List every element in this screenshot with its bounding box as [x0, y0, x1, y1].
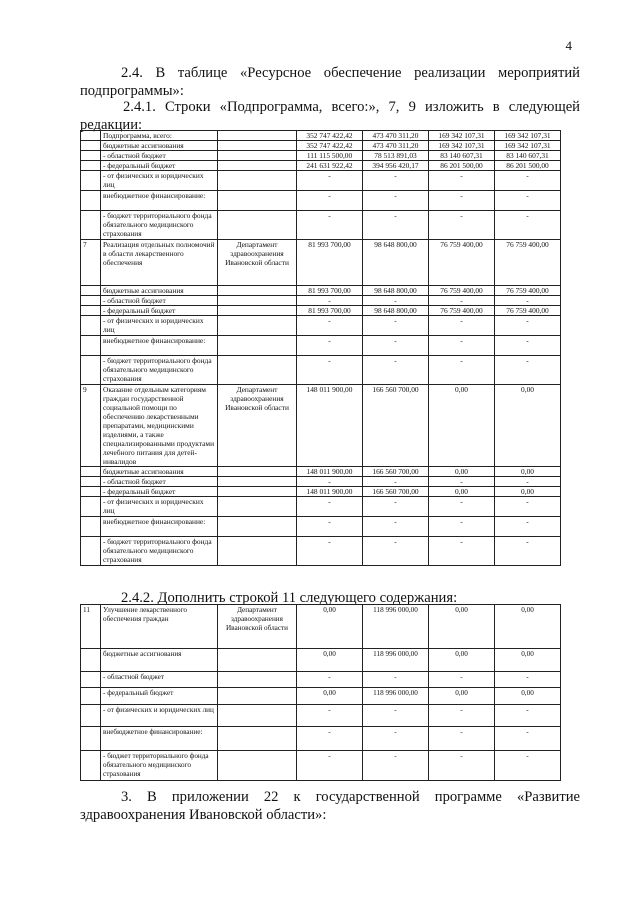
table-row	[81, 517, 561, 537]
cell-v2: 98 648 800,00	[363, 240, 429, 286]
cell-v3: -	[429, 477, 495, 487]
cell-v2: -	[363, 672, 429, 688]
cell-v2: -	[363, 727, 429, 751]
table-row	[81, 705, 561, 727]
cell-dept	[218, 316, 297, 336]
cell-v2: -	[363, 497, 429, 517]
table-row	[81, 336, 561, 356]
cell-v3: -	[429, 751, 495, 781]
cell-v2: 473 470 311,20	[363, 131, 429, 141]
cell-v1: -	[297, 672, 363, 688]
cell-v1: 148 011 900,00	[297, 385, 363, 467]
cell-name: - федеральный бюджет	[101, 487, 218, 497]
cell-no	[81, 286, 101, 296]
cell-no	[81, 477, 101, 487]
cell-v1: -	[297, 517, 363, 537]
cell-v2: -	[363, 517, 429, 537]
cell-name: внебюджетное финансирование:	[101, 191, 218, 211]
cell-no	[81, 517, 101, 537]
cell-name: Улучшение лекарственного обеспечения граждан	[101, 605, 218, 649]
table-row	[81, 286, 561, 296]
table-row	[81, 211, 561, 240]
cell-dept	[218, 467, 297, 477]
cell-v3: 169 342 107,31	[429, 131, 495, 141]
cell-no: 7	[81, 240, 101, 286]
table-row	[81, 751, 561, 781]
cell-v2: -	[363, 316, 429, 336]
cell-v4: 76 759 400,00	[495, 286, 561, 296]
cell-v4: -	[495, 672, 561, 688]
cell-dept	[218, 211, 297, 240]
cell-v2: 118 996 000,00	[363, 649, 429, 672]
page-number: 4	[565, 38, 572, 53]
cell-v3: 0,00	[429, 385, 495, 467]
cell-dept	[218, 672, 297, 688]
cell-v1: -	[297, 296, 363, 306]
cell-dept	[218, 487, 297, 497]
cell-v4: 76 759 400,00	[495, 306, 561, 316]
table-row	[81, 306, 561, 316]
cell-no	[81, 171, 101, 191]
table-row	[81, 497, 561, 517]
cell-no	[81, 211, 101, 240]
cell-no	[81, 336, 101, 356]
cell-v3: 0,00	[429, 688, 495, 705]
cell-v2: 118 996 000,00	[363, 688, 429, 705]
cell-v1: 111 115 500,00	[297, 151, 363, 161]
cell-v2: -	[363, 356, 429, 385]
cell-v3: -	[429, 727, 495, 751]
cell-v4: 0,00	[495, 649, 561, 672]
cell-dept: Департамент здравоохранения Ивановской области	[218, 605, 297, 649]
cell-name: внебюджетное финансирование:	[101, 517, 218, 537]
cell-v4: 169 342 107,31	[495, 141, 561, 151]
cell-dept	[218, 306, 297, 316]
cell-v3: 0,00	[429, 487, 495, 497]
cell-v4: -	[495, 296, 561, 306]
cell-name: - бюджет территориального фонда обязательного медицинского страхования	[101, 356, 218, 385]
cell-v3: -	[429, 296, 495, 306]
cell-v4: -	[495, 705, 561, 727]
cell-v3: -	[429, 497, 495, 517]
table-row	[81, 356, 561, 385]
cell-v3: -	[429, 517, 495, 537]
cell-no	[81, 151, 101, 161]
cell-v1: -	[297, 191, 363, 211]
cell-v1: 352 747 422,42	[297, 131, 363, 141]
cell-dept	[218, 649, 297, 672]
cell-name: - бюджет территориального фонда обязательного медицинского страхования	[101, 211, 218, 240]
cell-v2: -	[363, 171, 429, 191]
cell-v1: -	[297, 497, 363, 517]
cell-v4: -	[495, 517, 561, 537]
cell-v2: -	[363, 705, 429, 727]
cell-name: бюджетные ассигнования	[101, 286, 218, 296]
cell-v1: 81 993 700,00	[297, 286, 363, 296]
cell-name: бюджетные ассигнования	[101, 467, 218, 477]
cell-v1: -	[297, 537, 363, 566]
table-row	[81, 296, 561, 306]
cell-name: бюджетные ассигнования	[101, 141, 218, 151]
cell-v3: -	[429, 537, 495, 566]
cell-v4: 0,00	[495, 385, 561, 467]
cell-no	[81, 161, 101, 171]
cell-name: - бюджет территориального фонда обязательного медицинского страхования	[101, 537, 218, 566]
cell-v3: 169 342 107,31	[429, 141, 495, 151]
cell-v2: -	[363, 336, 429, 356]
cell-name: Подпрограмма, всего:	[101, 131, 218, 141]
cell-v1: 148 011 900,00	[297, 487, 363, 497]
cell-v2: 98 648 800,00	[363, 306, 429, 316]
cell-v3: -	[429, 705, 495, 727]
cell-v1: 0,00	[297, 605, 363, 649]
cell-v1: -	[297, 705, 363, 727]
cell-v3: -	[429, 672, 495, 688]
cell-v3: -	[429, 336, 495, 356]
cell-no	[81, 141, 101, 151]
cell-no	[81, 467, 101, 477]
cell-v1: -	[297, 477, 363, 487]
cell-v4: -	[495, 537, 561, 566]
cell-v1: -	[297, 171, 363, 191]
cell-no	[81, 649, 101, 672]
cell-v4: 76 759 400,00	[495, 240, 561, 286]
cell-v4: -	[495, 356, 561, 385]
cell-v4: 83 140 607,31	[495, 151, 561, 161]
cell-no	[81, 296, 101, 306]
cell-v4: 169 342 107,31	[495, 131, 561, 141]
cell-dept	[218, 171, 297, 191]
cell-dept	[218, 286, 297, 296]
cell-v4: -	[495, 191, 561, 211]
cell-no	[81, 751, 101, 781]
cell-name: Оказание отдельным категориям граждан государственной социальной помощи по обеспечению лекарственными препаратами, медицинскими изделиями, а также специализированными продуктами лечебного питания для детей-инвалидов	[101, 385, 218, 467]
cell-v4: -	[495, 171, 561, 191]
cell-v4: -	[495, 477, 561, 487]
cell-v1: -	[297, 356, 363, 385]
table-row	[81, 537, 561, 566]
cell-no	[81, 191, 101, 211]
cell-name: - областной бюджет	[101, 477, 218, 487]
cell-name: - федеральный бюджет	[101, 306, 218, 316]
cell-v2: 78 513 891,03	[363, 151, 429, 161]
cell-v2: -	[363, 191, 429, 211]
table-row	[81, 727, 561, 751]
cell-v4: -	[495, 727, 561, 751]
cell-no	[81, 131, 101, 141]
cell-v2: -	[363, 211, 429, 240]
cell-no	[81, 672, 101, 688]
cell-name: - областной бюджет	[101, 296, 218, 306]
cell-v4: 0,00	[495, 467, 561, 477]
paragraph-3: 3. В приложении 22 к государственной программе «Развитие здравоохранения Ивановской области»:	[80, 789, 580, 823]
cell-name: - федеральный бюджет	[101, 688, 218, 705]
cell-no	[81, 306, 101, 316]
table-row	[81, 385, 561, 467]
table-row	[81, 487, 561, 497]
table-row	[81, 477, 561, 487]
cell-v3: 83 140 607,31	[429, 151, 495, 161]
cell-v2: 166 560 700,00	[363, 487, 429, 497]
cell-v4: -	[495, 497, 561, 517]
table-row	[81, 605, 561, 649]
cell-v1: 241 631 922,42	[297, 161, 363, 171]
table-row	[81, 151, 561, 161]
cell-dept	[218, 131, 297, 141]
cell-name: - бюджет территориального фонда обязательного медицинского страхования	[101, 751, 218, 781]
cell-v2: -	[363, 477, 429, 487]
cell-v2: 473 470 311,20	[363, 141, 429, 151]
cell-v4: 0,00	[495, 487, 561, 497]
cell-v3: 0,00	[429, 649, 495, 672]
cell-name: внебюджетное финансирование:	[101, 727, 218, 751]
cell-no	[81, 316, 101, 336]
cell-dept	[218, 705, 297, 727]
cell-dept	[218, 356, 297, 385]
cell-v3: 0,00	[429, 467, 495, 477]
cell-v4: 0,00	[495, 688, 561, 705]
cell-v2: -	[363, 751, 429, 781]
cell-v4: -	[495, 751, 561, 781]
table-row	[81, 191, 561, 211]
cell-name: - областной бюджет	[101, 672, 218, 688]
cell-dept	[218, 477, 297, 487]
cell-v3: -	[429, 356, 495, 385]
cell-v1: -	[297, 727, 363, 751]
cell-dept	[218, 141, 297, 151]
cell-v2: -	[363, 296, 429, 306]
cell-dept	[218, 751, 297, 781]
cell-v2: 394 956 420,17	[363, 161, 429, 171]
cell-no	[81, 497, 101, 517]
cell-dept	[218, 727, 297, 751]
cell-dept	[218, 537, 297, 566]
cell-dept: Департамент здравоохранения Ивановской области	[218, 385, 297, 467]
cell-v3: -	[429, 316, 495, 336]
cell-v1: 352 747 422,42	[297, 141, 363, 151]
table-row	[81, 240, 561, 286]
table-row	[81, 688, 561, 705]
cell-v4: -	[495, 316, 561, 336]
cell-v1: -	[297, 751, 363, 781]
cell-name: бюджетные ассигнования	[101, 649, 218, 672]
paragraph-2-4-1: 2.4.1. Строки «Подпрограмма, всего:», 7, 9 изложить в следующей редакции:	[80, 99, 580, 133]
cell-no	[81, 727, 101, 751]
resource-table-2	[80, 604, 561, 781]
table-row	[81, 649, 561, 672]
cell-v3: -	[429, 191, 495, 211]
cell-v1: -	[297, 336, 363, 356]
cell-no	[81, 356, 101, 385]
cell-v3: -	[429, 211, 495, 240]
cell-dept	[218, 296, 297, 306]
cell-dept	[218, 517, 297, 537]
cell-dept	[218, 336, 297, 356]
cell-name: - от физических и юридических лиц	[101, 316, 218, 336]
table-row	[81, 672, 561, 688]
cell-v2: 166 560 700,00	[363, 385, 429, 467]
cell-v3: 0,00	[429, 605, 495, 649]
cell-v1: 148 011 900,00	[297, 467, 363, 477]
cell-v1: 0,00	[297, 688, 363, 705]
cell-dept	[218, 151, 297, 161]
cell-v3: 76 759 400,00	[429, 286, 495, 296]
cell-name: Реализация отдельных полномочий в области лекарственного обеспечения	[101, 240, 218, 286]
cell-v1: 0,00	[297, 649, 363, 672]
cell-name: - федеральный бюджет	[101, 161, 218, 171]
cell-no	[81, 688, 101, 705]
cell-v2: -	[363, 537, 429, 566]
table-row	[81, 171, 561, 191]
cell-v2: 118 996 000,00	[363, 605, 429, 649]
cell-v3: 86 201 500,00	[429, 161, 495, 171]
cell-v4: 0,00	[495, 605, 561, 649]
cell-v4: -	[495, 336, 561, 356]
cell-v4: -	[495, 211, 561, 240]
paragraph-2-4: 2.4. В таблице «Ресурсное обеспечение реализации мероприятий подпрограммы»:	[80, 65, 580, 99]
cell-dept	[218, 161, 297, 171]
cell-dept: Департамент здравоохранения Ивановской области	[218, 240, 297, 286]
table-row	[81, 131, 561, 141]
cell-dept	[218, 191, 297, 211]
table-row	[81, 161, 561, 171]
cell-v1: 81 993 700,00	[297, 240, 363, 286]
table-row	[81, 467, 561, 477]
cell-no: 9	[81, 385, 101, 467]
cell-name: - областной бюджет	[101, 151, 218, 161]
cell-v3: 76 759 400,00	[429, 306, 495, 316]
cell-v1: -	[297, 211, 363, 240]
table-row	[81, 316, 561, 336]
cell-dept	[218, 497, 297, 517]
cell-no	[81, 487, 101, 497]
cell-v2: 166 560 700,00	[363, 467, 429, 477]
table-row	[81, 141, 561, 151]
cell-no	[81, 705, 101, 727]
cell-v2: 98 648 800,00	[363, 286, 429, 296]
cell-v3: -	[429, 171, 495, 191]
cell-v4: 86 201 500,00	[495, 161, 561, 171]
cell-name: - от физических и юридических лиц	[101, 171, 218, 191]
paragraph-2-4-2: 2.4.2. Дополнить строкой 11 следующего содержания:	[121, 590, 458, 606]
cell-v1: -	[297, 316, 363, 336]
cell-v1: 81 993 700,00	[297, 306, 363, 316]
cell-no	[81, 537, 101, 566]
cell-v3: 76 759 400,00	[429, 240, 495, 286]
cell-name: внебюджетное финансирование:	[101, 336, 218, 356]
cell-name: - от физических и юридических лиц	[101, 705, 218, 727]
cell-name: - от физических и юридических лиц	[101, 497, 218, 517]
cell-no: 11	[81, 605, 101, 649]
resource-table-1	[80, 130, 561, 566]
cell-dept	[218, 688, 297, 705]
